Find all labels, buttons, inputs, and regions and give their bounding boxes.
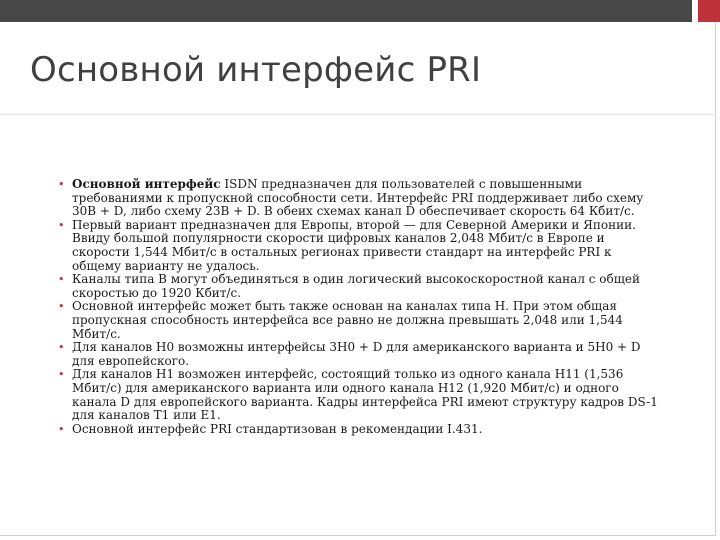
bullet-bold-text: Основной интерфейс bbox=[72, 177, 221, 191]
bullet-icon: • bbox=[58, 341, 65, 355]
slide-title: Основной интерфейс PRI bbox=[30, 50, 482, 90]
top-bar-accent-segment bbox=[698, 0, 720, 22]
bullet-text: Каналы типа B могут объединяться в один логический высокоскоростной канал с общей скоростью до 1920 Кбит/с. bbox=[72, 272, 640, 300]
bullet-item bbox=[58, 300, 662, 341]
bullet-text: Для каналов H0 возможны интерфейсы 3H0 + D для американского варианта и 5H0 + D для европейского. bbox=[72, 340, 641, 368]
bullet-icon: • bbox=[58, 300, 65, 314]
bullet-text: Для каналов H1 возможен интерфейс, состоящий только из одного канала H11 (1,536 Мбит/с) для американского варианта или одного канала H12 (1,920 Мбит/с) и одного канала D для европейского варианта. Кадры интерфейса PRI имеют структуру кадров DS-1 для каналов T1 или E1. bbox=[72, 367, 658, 423]
slide-content bbox=[58, 178, 662, 436]
bullet-item bbox=[58, 273, 662, 300]
bullet-text: ISDN предназначен для пользователей с повышенными требованиями к пропускной способности сети. Интерфейс PRI поддерживает либо схему 30B + D, либо схему 23B + D. В обеих схемах канал D обеспечивает скорость 64 Кбит/с. bbox=[72, 177, 644, 219]
bullet-icon: • bbox=[58, 273, 65, 287]
top-bar-dark-segment bbox=[0, 0, 692, 22]
bullet-text: Первый вариант предназначен для Европы, второй — для Северной Америки и Японии. Ввиду большой популярности скорости цифровых каналов 2,048 Мбит/с в Европе и скорости 1,544 Мбит/с в остальных регионах привести стандарт на интерфейс PRI к общему варианту не удалось. bbox=[72, 217, 636, 273]
bullet-item bbox=[58, 368, 662, 422]
bullet-list bbox=[58, 178, 662, 436]
bullet-icon: • bbox=[58, 368, 65, 382]
bullet-icon: • bbox=[58, 422, 65, 436]
bullet-text: Основной интерфейс может быть также основан на каналах типа H. При этом общая пропускная способность интерфейса все равно не должна превышать 2,048 или 1,544 Мбит/с. bbox=[72, 299, 623, 341]
bullet-item bbox=[58, 341, 662, 368]
bullet-icon: • bbox=[58, 178, 65, 191]
top-decor-bar bbox=[0, 0, 720, 22]
title-divider bbox=[0, 114, 716, 115]
bullet-text: Основной интерфейс PRI стандартизован в рекомендации I.431. bbox=[72, 421, 483, 436]
bullet-icon: • bbox=[58, 218, 65, 232]
bullet-item bbox=[58, 178, 662, 219]
bullet-item bbox=[58, 219, 662, 273]
bullet-item bbox=[58, 423, 662, 437]
